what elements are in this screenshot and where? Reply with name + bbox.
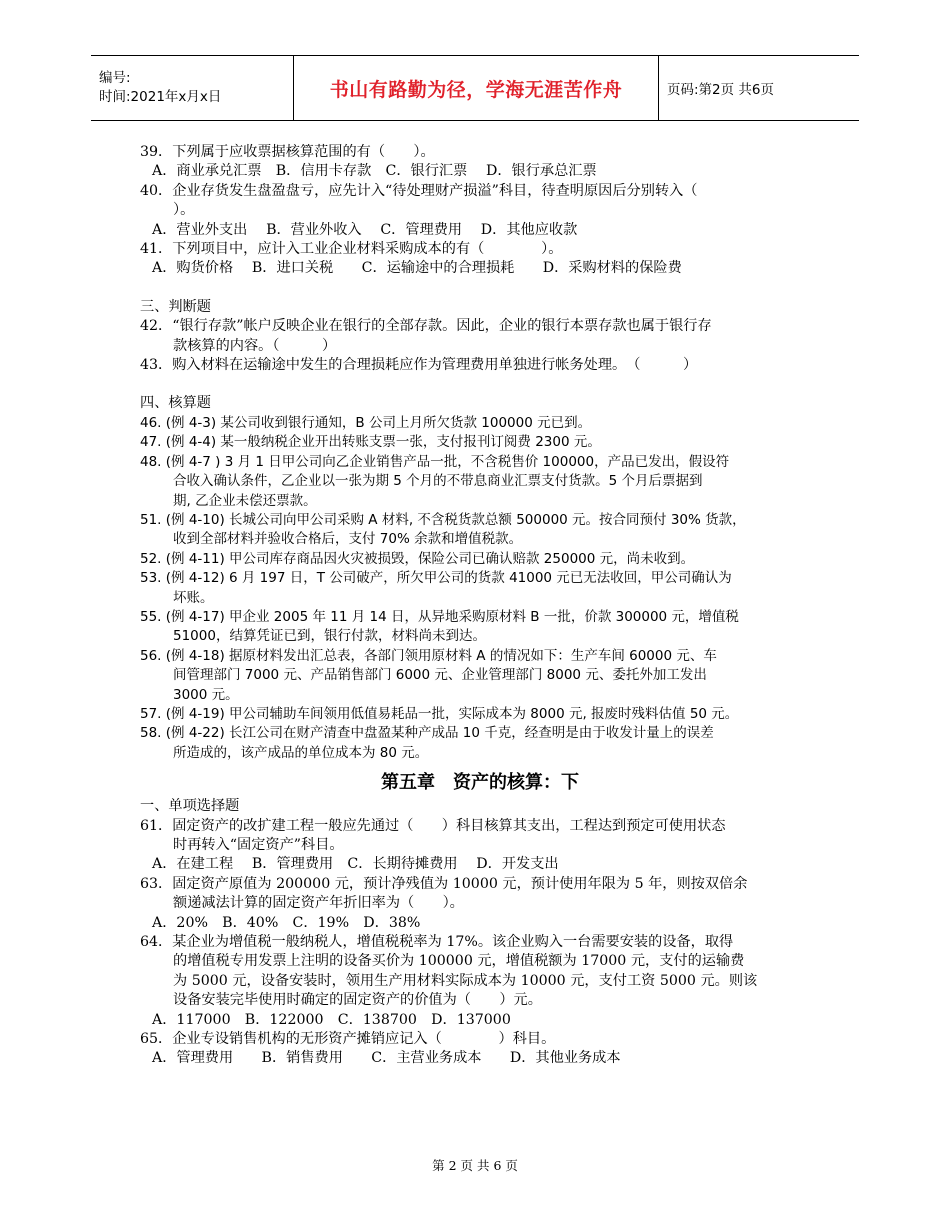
text-line: 设备安装完毕使用时确定的固定资产的价值为（ ）元。 bbox=[173, 992, 542, 1009]
text-line: 42．“银行存款”帐户反映企业在银行的全部存款。因此，企业的银行本票存款也属于银行存 bbox=[140, 318, 712, 335]
text-line: 58. (例 4-22) 长江公司在财产清查中盘盈某种产成品 10 千克，经查明是由于收发计量上的误差 bbox=[140, 725, 714, 742]
text-line: 51. (例 4-10) 长城公司向甲公司采购 A 材料, 不含税货款总额 500000 元。按合同预付 30% 货款， bbox=[140, 511, 746, 528]
text-line: A．商业承兑汇票 B．信用卡存款 C．银行汇票 D．银行承总汇票 bbox=[152, 163, 597, 180]
text-line: 51000，结算凭证已到，银行付款，材料尚未到达。 bbox=[173, 628, 486, 645]
text-line: 为 5000 元，设备安装时，领用生产用材料实际成本为 10000 元，支付工资 5000 元。则该 bbox=[173, 972, 758, 989]
spacer bbox=[140, 375, 820, 394]
text-line: A．117000 B．122000 C．138700 D．137000 bbox=[152, 1011, 511, 1028]
text-line: 52. (例 4-11) 甲公司库存商品因火灾被损毁，保险公司已确认赔款 250000 元，尚未收到。 bbox=[140, 550, 695, 567]
text-line: 的增值税专用发票上注明的设备买价为 100000 元，增值税额为 17000 元，支付的运输费 bbox=[173, 953, 745, 970]
header-motto-cell bbox=[294, 56, 659, 121]
page-footer: 第 2 页 共 6 页 bbox=[432, 1158, 518, 1173]
text-line: 40．企业存货发生盘盈盘亏，应先计入“待处理财产损溢”科目，待查明原因后分别转入（ bbox=[140, 182, 698, 199]
text-line: 41．下列项目中，应计入工业企业材料采购成本的有（ ）。 bbox=[140, 241, 563, 258]
text-line: A．管理费用 B．销售费用 C．主营业务成本 D．其他业务成本 bbox=[152, 1050, 621, 1067]
text-line: 一、单项选择题 bbox=[140, 798, 240, 815]
header-motto: 书山有路勤为径，学海无涯苦作舟 bbox=[329, 78, 623, 101]
header-number-label: 编号: bbox=[99, 70, 131, 86]
section-chapter-five bbox=[140, 797, 820, 1069]
text-line: 三、判断题 bbox=[140, 298, 211, 315]
text-line: 56. (例 4-18) 据原材料发出汇总表，各部门领用原材料 A 的情况如下：生产车间 60000 元、车 bbox=[140, 647, 717, 664]
text-line: 坏账。 bbox=[173, 589, 214, 606]
chapter-title: 第五章 资产的核算：下 bbox=[381, 772, 579, 794]
text-line: A．营业外支出 B．营业外收入 C．管理费用 D．其他应收款 bbox=[152, 221, 578, 238]
header-time-label: 时间:2021年x月x日 bbox=[99, 89, 222, 105]
text-line: A．购货价格 B．进口关税 C．运输途中的合理损耗 D．采购材料的保险费 bbox=[152, 260, 682, 277]
header-meta bbox=[91, 56, 294, 121]
text-line: 65．企业专设销售机构的无形资产摊销应记入（ ）科目。 bbox=[140, 1031, 556, 1048]
document-body bbox=[140, 143, 820, 1069]
text-line: ）。 bbox=[173, 202, 195, 219]
text-line: 时再转入“固定资产”科目。 bbox=[173, 837, 344, 853]
header-page-info: 页码:第2页 共6页 bbox=[659, 56, 860, 121]
text-line: 期, 乙企业未偿还票款。 bbox=[173, 492, 317, 509]
text-line: 47. (例 4-4) 某一般纳税企业开出转账支票一张，支付报刊订阅费 2300 元。 bbox=[140, 434, 601, 451]
text-line: 四、核算题 bbox=[140, 395, 211, 412]
text-line: 55. (例 4-17) 甲企业 2005 年 11 月 14 日，从异地采购原材料 B 一批，价款 300000 元，增值税 bbox=[140, 608, 739, 625]
text-line: 48. (例 4-7 ) 3 月 1 日甲公司向乙企业销售产品一批，不含税售价 100000，产品已发出，假设符 bbox=[140, 453, 730, 470]
text-line: 43．购入材料在运输途中发生的合理损耗应作为管理费用单独进行帐务处理。 （ ） bbox=[140, 357, 698, 374]
text-line: A．在建工程 B．管理费用 C．长期待摊费用 D．开发支出 bbox=[152, 856, 559, 873]
text-line: 额递减法计算的固定资产年折旧率为（ ）。 bbox=[173, 895, 464, 912]
text-line: 所造成的，该产成品的单位成本为 80 元。 bbox=[173, 744, 429, 761]
text-line: 64．某企业为增值税一般纳税人，增值税税率为 17%。该企业购入一台需要安装的设备，取得 bbox=[140, 934, 734, 951]
text-line: 39．下列属于应收票据核算范围的有（ ）。 bbox=[140, 144, 435, 160]
page-header bbox=[91, 55, 859, 121]
text-line: 合收入确认条件，乙企业以一张为期 5 个月的不带息商业汇票支付货款。5 个月后票据到 bbox=[173, 473, 703, 490]
text-line: 款核算的内容。（ ） bbox=[173, 337, 337, 354]
section-chapter-four bbox=[140, 143, 820, 763]
text-line: 收到全部材料并验收合格后，支付 70% 余款和增值税款。 bbox=[173, 531, 523, 548]
text-line: 间管理部门 7000 元、产品销售部门 6000 元、企业管理部门 8000 元、委托外加工发出 bbox=[173, 667, 707, 684]
text-line: 53. (例 4-12) 6 月 197 日，T 公司破产，所欠甲公司的货款 41000 元已无法收回，甲公司确认为 bbox=[140, 570, 732, 587]
text-line: A．20% B．40% C．19% D．38% bbox=[152, 914, 421, 931]
text-line: 61．固定资产的改扩建工程一般应先通过（ ）科目核算其支出，工程达到预定可使用状态 bbox=[140, 817, 726, 834]
text-line: 63．固定资产原值为 200000 元，预计净残值为 10000 元，预计使用年限为 5 年，则按双倍余 bbox=[140, 875, 748, 892]
text-line: 46. (例 4-3) 某公司收到银行通知，B 公司上月所欠货款 100000 元已到。 bbox=[140, 414, 592, 431]
text-line: 57. (例 4-19) 甲公司辅助车间领用低值易耗品一批，实际成本为 8000 元, 报废时残料估值 50 元。 bbox=[140, 705, 739, 722]
spacer bbox=[140, 279, 820, 298]
text-line: 3000 元。 bbox=[173, 686, 239, 703]
